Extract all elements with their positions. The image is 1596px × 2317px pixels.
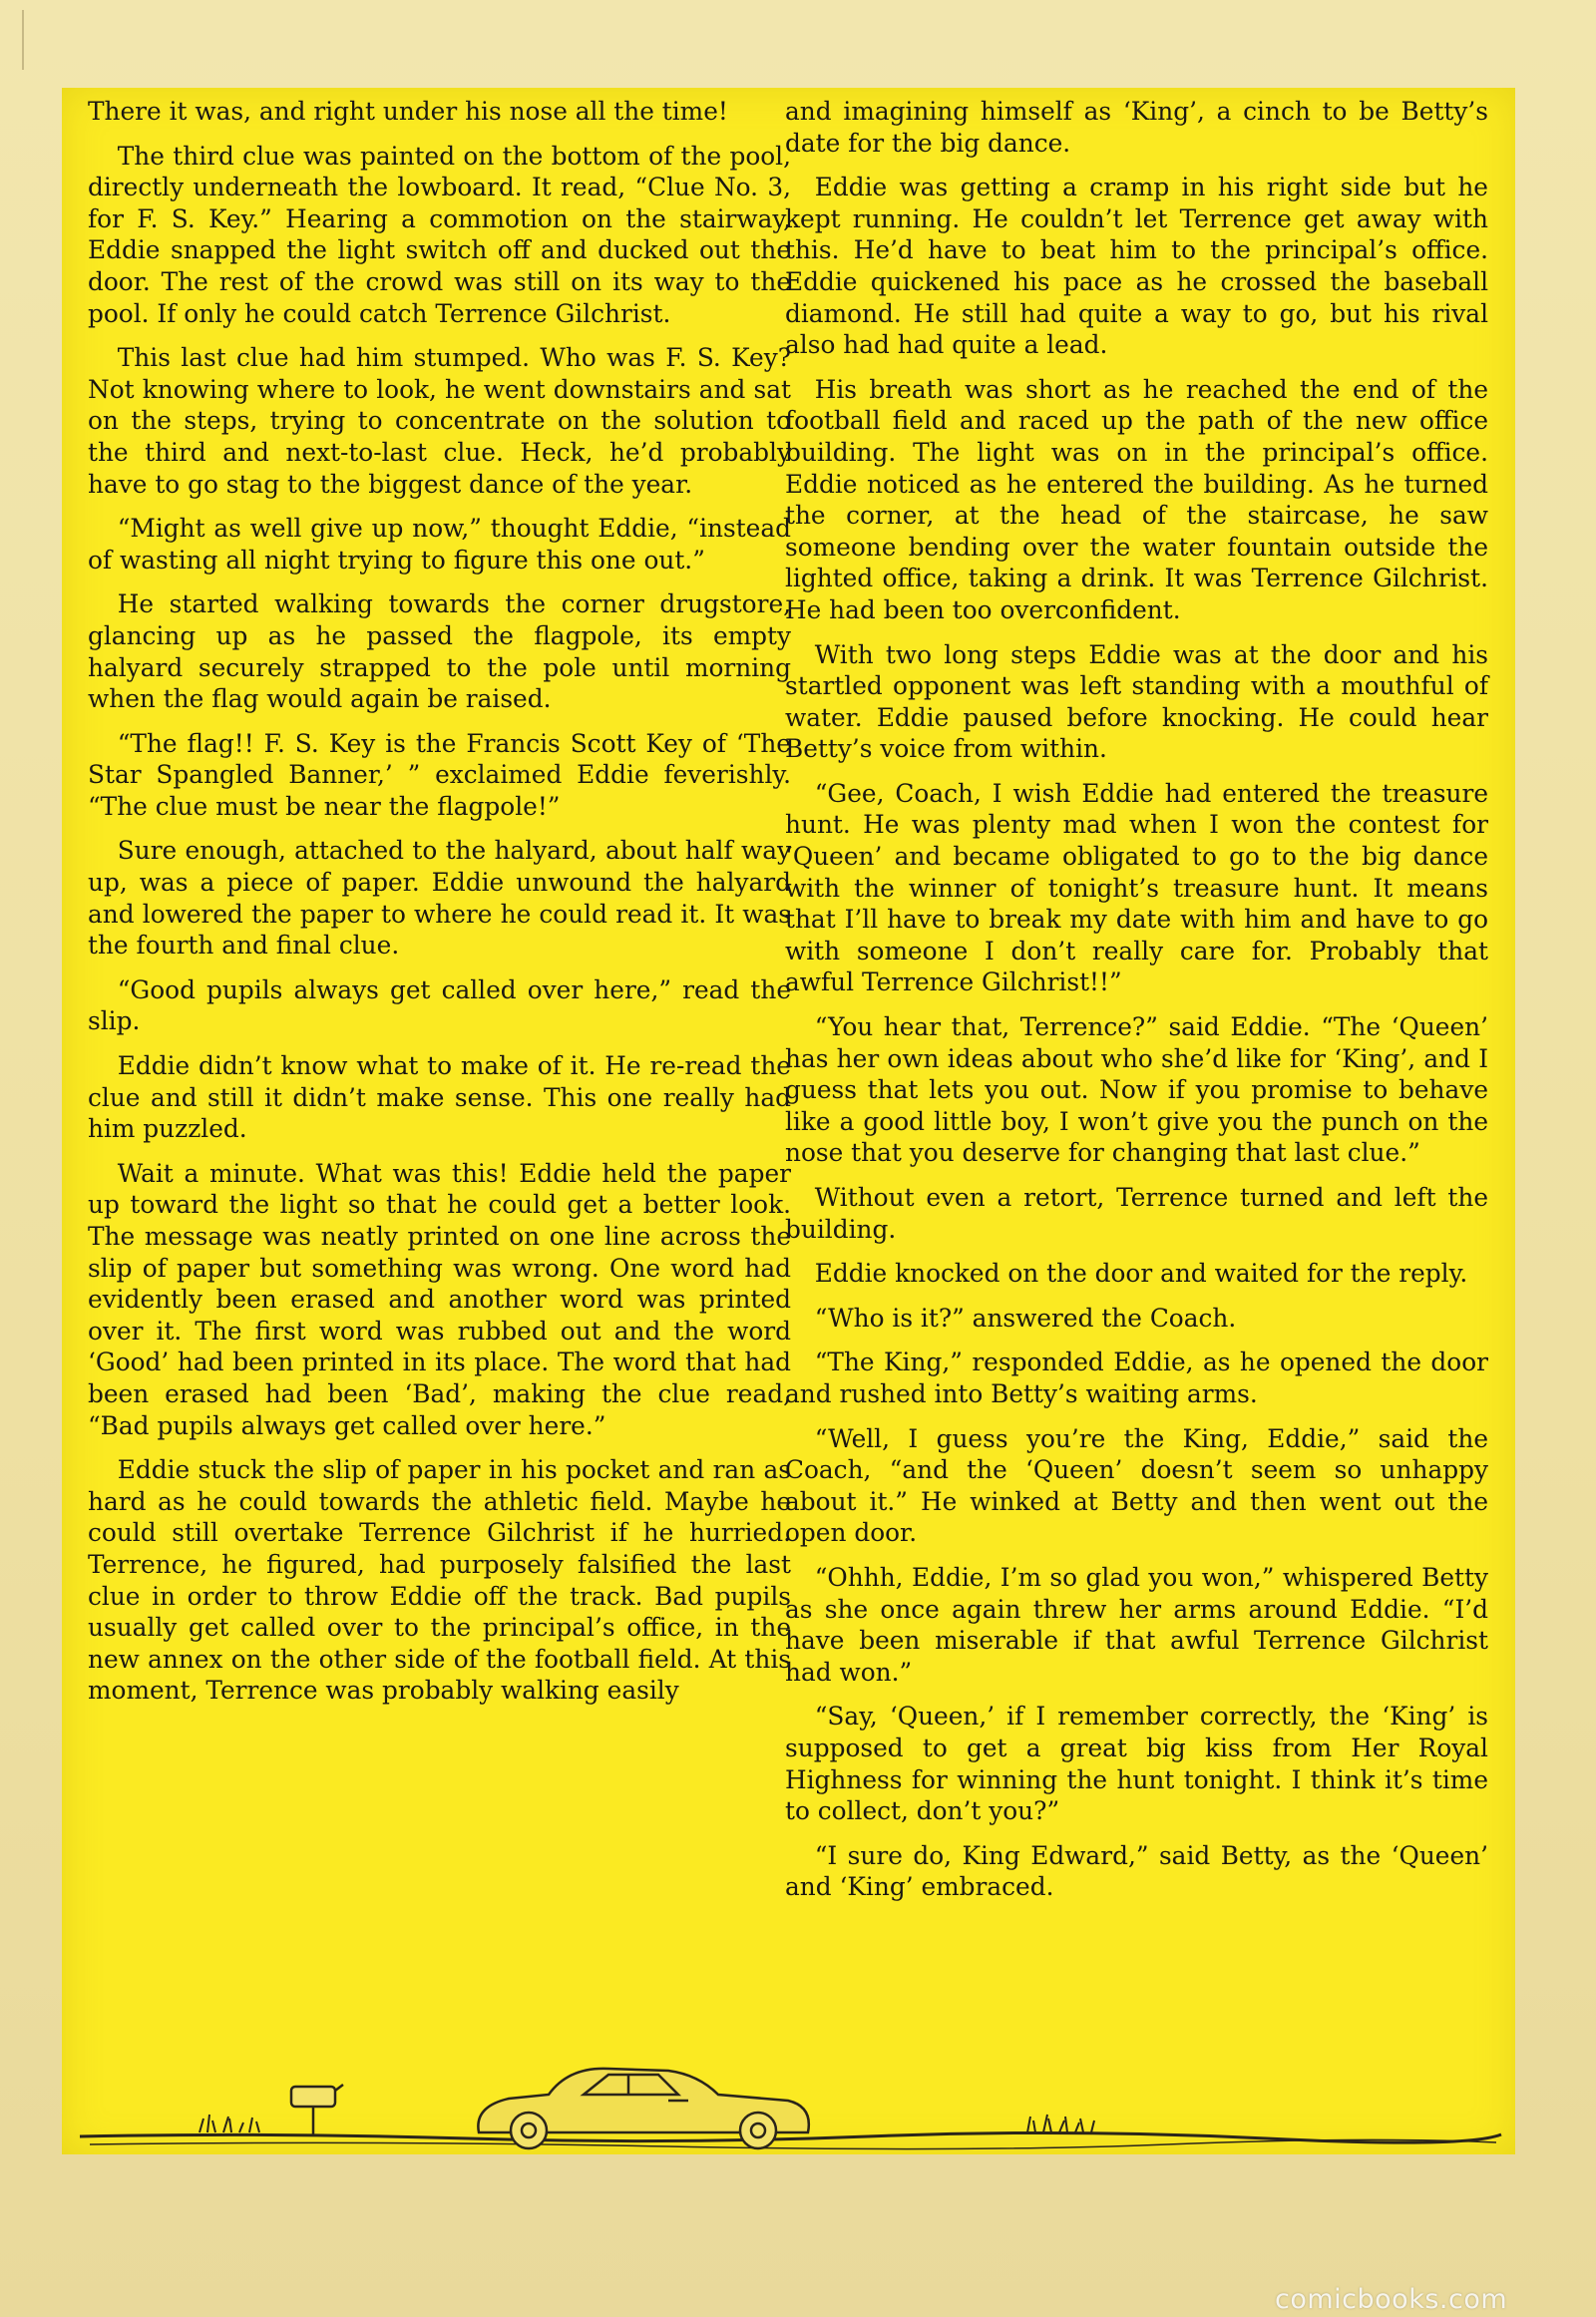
paragraph: Eddie knocked on the door and waited for the reply.	[814, 1259, 1468, 1289]
grass-icon	[1027, 2115, 1094, 2132]
binding-edge	[22, 10, 28, 70]
paragraph: With two long steps Eddie was at the door and his startled opponent was left standing with a mouthful of water. Eddie paused before knocking. He could hear Betty’s voice from within.	[785, 639, 1488, 764]
paragraph: “I sure do, King Edward,” said Betty, as the ‘Queen’ and ‘King’ embraced.	[785, 1840, 1488, 1902]
paragraph: “The flag!! F. S. Key is the Francis Scott Key of ‘The Star Spangled Banner,’ ” exclaimed Eddie feverishly. “The clue must be near the flagpole!”	[88, 728, 791, 821]
paragraph: “Gee, Coach, I wish Eddie had entered the treasure hunt. He was plenty mad when I won the contest for ‘Queen’ and became obligated to go to the big dance with the winner of tonight’s treasure hunt. It means that I’ll have to break my date with him and have to go with someone I don’t really care for. Probably that awful Terrence Gilchrist!!”	[785, 778, 1488, 997]
paragraph: “You hear that, Terrence?” said Eddie. “The ‘Queen’ has her own ideas about who she’d like for ‘King’, and I guess that lets you out. Now if you promise to behave like a good little boy, I won’t give you the punch on the nose that you deserve for changing that last clue.”	[785, 1012, 1488, 1168]
paragraph: There it was, and right under his nose all the time!	[88, 97, 728, 126]
paragraph: He started walking towards the corner drugstore, glancing up as he passed the flagpole, its empty halyard securely strapped to the pole until morning when the flag would again be raised.	[88, 589, 791, 714]
paragraph: “Well, I guess you’re the King, Eddie,” said the Coach, “and the ‘Queen’ doesn’t seem so unhappy about it.” He winked at Betty and then went out the open door.	[785, 1423, 1488, 1548]
paragraph: “Good pupils always get called over here,” read the slip.	[88, 974, 791, 1036]
paragraph: “The King,” responded Eddie, as he opened the door and rushed into Betty’s waiting arms.	[785, 1348, 1488, 1408]
paragraph: Without even a retort, Terrence turned and left the building.	[785, 1183, 1488, 1244]
paragraph: Sure enough, attached to the halyard, about half way up, was a piece of paper. Eddie unwound the halyard and lowered the paper to where he could read it. It was the fourth and final clue.	[88, 836, 791, 961]
paragraph: This last clue had him stumped. Who was F. S. Key? Not knowing where to look, he went downstairs and sat on the steps, trying to concentrate on the solution to the third and next-to-last clue. Heck, he’d probably have to go stag to the biggest dance of the year.	[88, 343, 791, 499]
car-icon	[478, 2069, 808, 2148]
watermark: comicbooks.com	[1275, 2284, 1508, 2315]
paragraph: Wait a minute. What was this! Eddie held the paper up toward the light so that he could get a better look. The message was neatly printed on one line across the slip of paper but something was wrong. One word had evidently been erased and another word was printed over it. The first word was rubbed out and the word ‘Good’ had been printed in its place. The word that had been erased had been ‘Bad’, making the clue read, “Bad pupils always get called over here.”	[88, 1158, 791, 1440]
paragraph: The third clue was painted on the bottom of the pool, directly underneath the lowboard. It read, “Clue No. 3, for F. S. Key.” Hearing a commotion on the stairway, Eddie snapped the light switch off and ducked out the door. The rest of the crowd was still on its way to the pool. If only he could catch Terrence Gilchrist.	[88, 141, 791, 328]
paragraph: “Ohhh, Eddie, I’m so glad you won,” whispered Betty as she once again threw her arms around Eddie. “I’d have been miserable if that awful Terrence Gilchrist had won.”	[785, 1562, 1488, 1687]
mailbox-icon	[291, 2085, 343, 2136]
paragraph: and imagining himself as ‘King’, a cinch to be Betty’s date for the big dance.	[785, 97, 1488, 158]
left-column	[88, 96, 791, 1720]
paragraph: “Say, ‘Queen,’ if I remember correctly, the ‘King’ is supposed to get a great big kiss from Her Royal Highness for winning the hunt tonight. I think it’s time to collect, don’t you?”	[785, 1702, 1488, 1826]
footer-illustration	[70, 2045, 1506, 2154]
paragraph: Eddie didn’t know what to make of it. He re-read the clue and still it didn’t make sense. This one really had him puzzled.	[88, 1051, 791, 1144]
paragraph: “Who is it?” answered the Coach.	[814, 1303, 1237, 1333]
paragraph: Eddie stuck the slip of paper in his pocket and ran as hard as he could towards the athletic field. Maybe he could still overtake Terrence Gilchrist if he hurried. Terrence, he figured, had purposely falsified the last clue in order to throw Eddie off the track. Bad pupils usually get called over to the principal’s office, in the new annex on the other side of the football field. At this moment, Terrence was probably walking easily	[88, 1455, 791, 1706]
right-column	[785, 96, 1488, 1916]
paragraph: His breath was short as he reached the end of the football field and raced up the path of the new office building. The light was on in the principal’s office. Eddie noticed as he entered the building. As he turned the corner, at the head of the staircase, he saw someone bending over the water fountain outside the lighted office, taking a drink. It was Terrence Gilchrist. He had been too overconfident.	[785, 374, 1488, 624]
grass-icon	[200, 2115, 259, 2132]
paragraph: Eddie was getting a cramp in his right side but he kept running. He couldn’t let Terrence get away with this. He’d have to beat him to the principal’s office. Eddie quickened his pace as he crossed the baseball diamond. He still had quite a way to go, but his rival also had had quite a lead.	[785, 173, 1488, 360]
paragraph: “Might as well give up now,” thought Eddie, “instead of wasting all night trying to figure this one out.”	[88, 514, 791, 575]
